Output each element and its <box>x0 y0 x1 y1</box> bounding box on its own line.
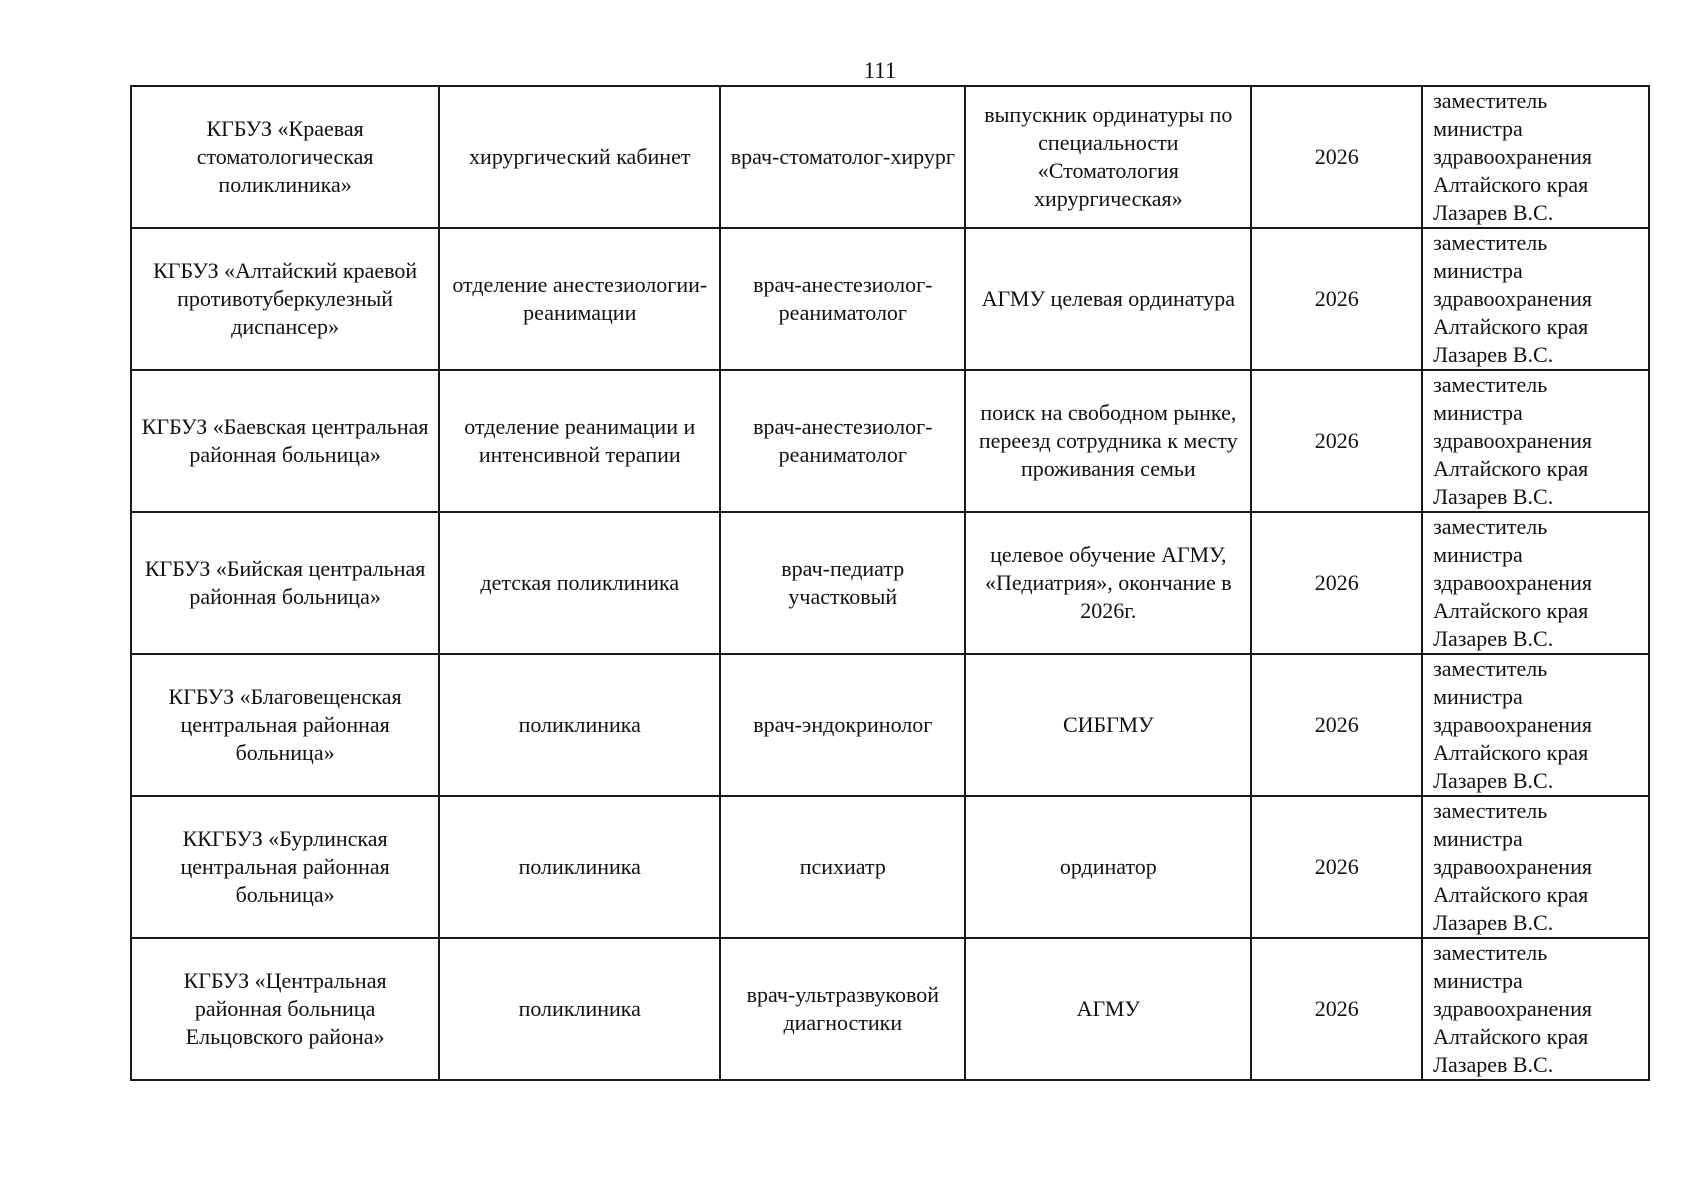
responsible-line: Алтайского края <box>1433 740 1589 765</box>
responsible-line: заместитель <box>1433 940 1548 965</box>
position-cell: врач-анестезиолог-реаниматолог <box>720 228 965 370</box>
responsible-line: Алтайского края <box>1433 314 1589 339</box>
responsible-line: заместитель <box>1433 372 1548 397</box>
responsible-line: здравоохранения <box>1433 428 1592 453</box>
responsible-line: здравоохранения <box>1433 570 1592 595</box>
responsible-line: Лазарев В.С. <box>1433 768 1554 793</box>
organization-cell: ККГБУЗ «Бурлинская центральная районная больница» <box>131 796 439 938</box>
responsible-cell <box>1422 796 1649 938</box>
responsible-line: здравоохранения <box>1433 854 1592 879</box>
responsible-cell <box>1422 654 1649 796</box>
table-row <box>131 938 1649 1080</box>
responsible-line: заместитель <box>1433 230 1548 255</box>
source-cell: поиск на свободном рынке, переезд сотрудника к месту проживания семьи <box>965 370 1251 512</box>
responsible-line: министра <box>1433 542 1523 567</box>
table-row <box>131 228 1649 370</box>
department-cell: поликлиника <box>439 654 720 796</box>
responsible-line: Алтайского края <box>1433 172 1589 197</box>
year-cell: 2026 <box>1251 512 1422 654</box>
year-cell: 2026 <box>1251 370 1422 512</box>
department-cell: отделение анестезиологии-реанимации <box>439 228 720 370</box>
table-row <box>131 796 1649 938</box>
organization-cell: КГБУЗ «Баевская центральная районная больница» <box>131 370 439 512</box>
position-cell: врач-анестезиолог-реаниматолог <box>720 370 965 512</box>
source-cell: целевое обучение АГМУ, «Педиатрия», окончание в 2026г. <box>965 512 1251 654</box>
department-cell: отделение реанимации и интенсивной терапии <box>439 370 720 512</box>
year-cell: 2026 <box>1251 86 1422 228</box>
responsible-line: Лазарев В.С. <box>1433 1052 1554 1077</box>
year-cell: 2026 <box>1251 228 1422 370</box>
responsible-line: здравоохранения <box>1433 996 1592 1021</box>
year-cell: 2026 <box>1251 796 1422 938</box>
responsible-line: заместитель <box>1433 514 1548 539</box>
year-cell: 2026 <box>1251 654 1422 796</box>
organization-cell: КГБУЗ «Алтайский краевой противотуберкулезный диспансер» <box>131 228 439 370</box>
responsible-line: министра <box>1433 116 1523 141</box>
responsible-line: министра <box>1433 826 1523 851</box>
responsible-line: Алтайского края <box>1433 456 1589 481</box>
responsible-line: Алтайского края <box>1433 598 1589 623</box>
responsible-line: заместитель <box>1433 88 1548 113</box>
source-cell: ординатор <box>965 796 1251 938</box>
department-cell: хирургический кабинет <box>439 86 720 228</box>
responsible-line: здравоохранения <box>1433 144 1592 169</box>
responsible-line: заместитель <box>1433 798 1548 823</box>
responsible-line: Алтайского края <box>1433 882 1589 907</box>
organization-cell: КГБУЗ «Бийская центральная районная больница» <box>131 512 439 654</box>
responsible-line: Лазарев В.С. <box>1433 626 1554 651</box>
position-cell: врач-стоматолог-хирург <box>720 86 965 228</box>
source-cell: АГМУ целевая ординатура <box>965 228 1251 370</box>
organization-cell: КГБУЗ «Центральная районная больница Ельцовского района» <box>131 938 439 1080</box>
position-cell: врач-ультразвуковой диагностики <box>720 938 965 1080</box>
responsible-line: заместитель <box>1433 656 1548 681</box>
page-number: 111 <box>863 58 897 83</box>
position-cell: врач-педиатр участковый <box>720 512 965 654</box>
responsible-line: Лазарев В.С. <box>1433 342 1554 367</box>
source-cell: АГМУ <box>965 938 1251 1080</box>
table-row <box>131 370 1649 512</box>
responsible-line: министра <box>1433 684 1523 709</box>
position-cell: психиатр <box>720 796 965 938</box>
table-row <box>131 654 1649 796</box>
department-cell: детская поликлиника <box>439 512 720 654</box>
responsible-line: Алтайского края <box>1433 1024 1589 1049</box>
responsible-cell <box>1422 370 1649 512</box>
staffing-table <box>130 85 1650 1081</box>
organization-cell: КГБУЗ «Благовещенская центральная районная больница» <box>131 654 439 796</box>
responsible-line: министра <box>1433 400 1523 425</box>
department-cell: поликлиника <box>439 938 720 1080</box>
responsible-line: Лазарев В.С. <box>1433 200 1554 225</box>
responsible-line: здравоохранения <box>1433 712 1592 737</box>
responsible-line: Лазарев В.С. <box>1433 910 1554 935</box>
responsible-line: здравоохранения <box>1433 286 1592 311</box>
responsible-line: министра <box>1433 968 1523 993</box>
table-row <box>131 512 1649 654</box>
position-cell: врач-эндокринолог <box>720 654 965 796</box>
responsible-cell <box>1422 86 1649 228</box>
responsible-cell <box>1422 938 1649 1080</box>
responsible-cell <box>1422 512 1649 654</box>
source-cell: СИБГМУ <box>965 654 1251 796</box>
department-cell: поликлиника <box>439 796 720 938</box>
source-cell: выпускник ординатуры по специальности «Стоматология хирургическая» <box>965 86 1251 228</box>
table-row <box>131 86 1649 228</box>
responsible-cell <box>1422 228 1649 370</box>
organization-cell: КГБУЗ «Краевая стоматологическая поликлиника» <box>131 86 439 228</box>
responsible-line: Лазарев В.С. <box>1433 484 1554 509</box>
responsible-line: министра <box>1433 258 1523 283</box>
year-cell: 2026 <box>1251 938 1422 1080</box>
